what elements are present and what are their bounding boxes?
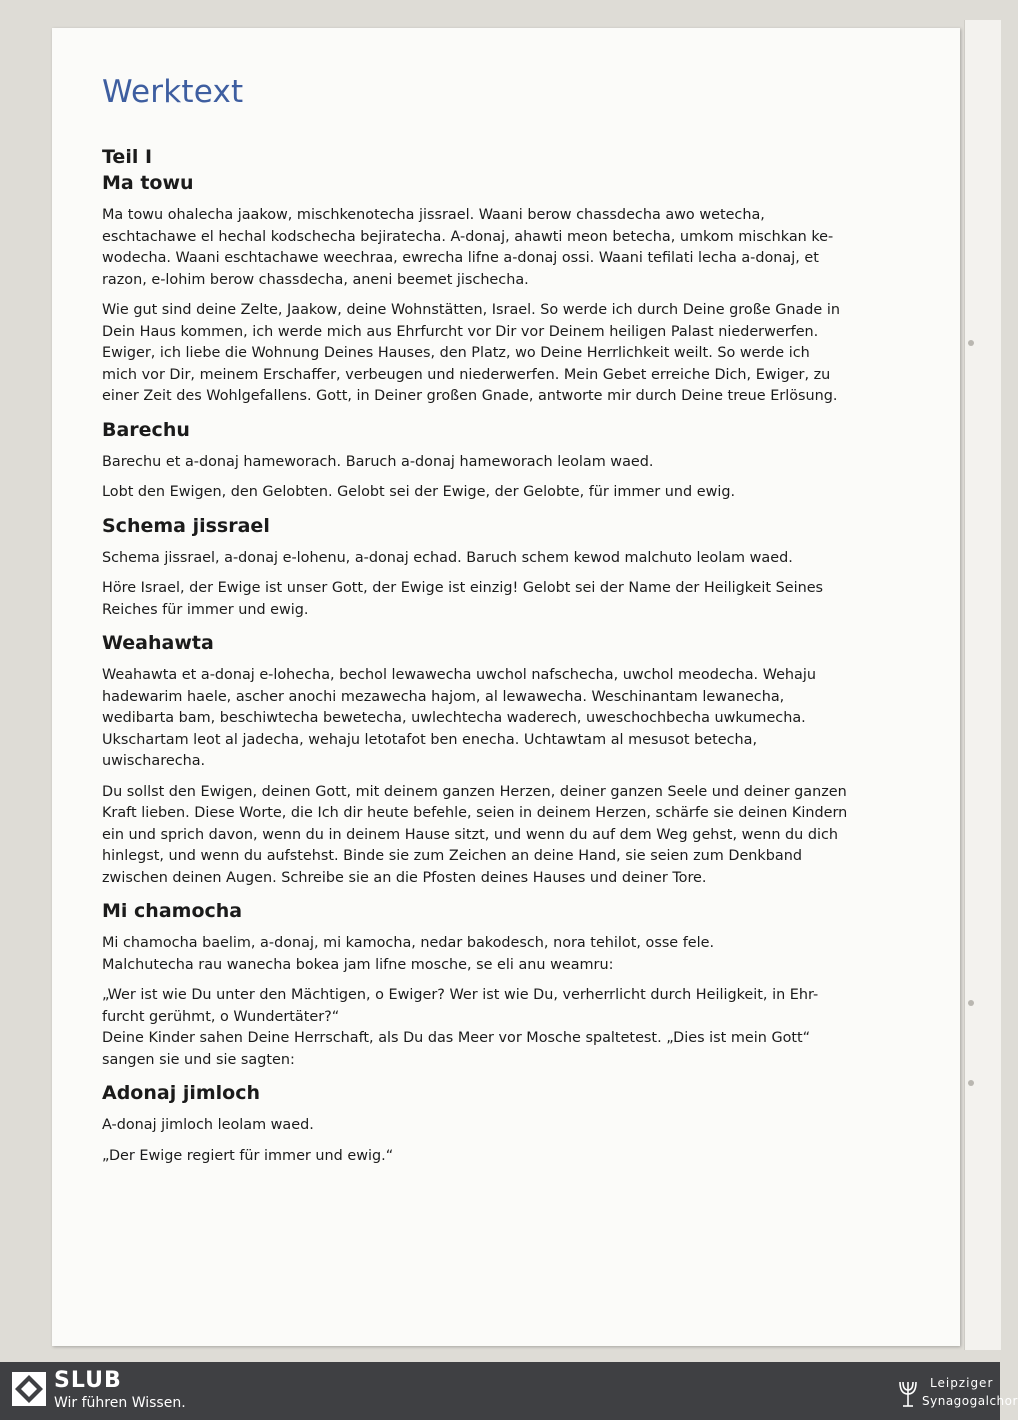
text-line: Dein Haus kommen, ich werde mich aus Ehrfurcht vor Dir vor Deinem heiligen Palast niederwerfen. — [102, 323, 819, 340]
text-line: Ma towu ohalecha jaakow, mischkenotecha jissrael. Waani berow chassdecha awo wetecha, — [102, 207, 765, 223]
punch-mark — [968, 1080, 974, 1086]
sections — [102, 170, 902, 1167]
page-title: Werktext — [102, 74, 244, 110]
section — [102, 513, 902, 622]
slub-brand: SLUB — [54, 1368, 122, 1393]
section — [102, 170, 902, 408]
text-line: Malchutecha rau wanecha bokea jam lifne mosche, se eli anu weamru: — [102, 956, 614, 973]
section — [102, 898, 902, 1071]
text-line: Deine Kinder sahen Deine Herrschaft, als Du das Meer vor Mosche spaltetest. „Dies ist mein Gott“ — [102, 1030, 811, 1046]
text-line: „Der Ewige regiert für immer und ewig.“ — [102, 1147, 394, 1164]
text-line: Schema jissrael, a-donaj e-lohenu, a-donaj echad. Baruch schem kewod malchuto leolam waed. — [102, 549, 793, 566]
text-line: furcht gerühmt, o Wundertäter?“ — [102, 1008, 340, 1025]
paragraph — [102, 482, 902, 504]
text-line: A-donaj jimloch leolam waed. — [102, 1117, 314, 1133]
paragraph — [102, 665, 902, 773]
text-line: Mi chamocha baelim, a-donaj, mi kamocha, nedar bakodesch, nora tehilot, osse fele. — [102, 935, 715, 951]
text-line: Kraft lieben. Diese Worte, die Ich dir heute befehle, seien in deinem Herzen, schärfe sie deinen Kindern — [102, 805, 848, 821]
slub-logo-icon — [12, 1372, 46, 1406]
footer-bar — [0, 1362, 1018, 1420]
text-line: sangen sie und sie sagten: — [102, 1051, 295, 1068]
text-line: eschtachawe el hechal kodschecha bejiratecha. A-donaj, ahawti meon betecha, umkom mischkan ke- — [102, 228, 834, 245]
page-content — [102, 72, 902, 1176]
text-line: Reiches für immer und ewig. — [102, 601, 309, 618]
section — [102, 417, 902, 504]
menorah-icon — [896, 1376, 920, 1410]
text-line: ein und sprich davon, wenn du in deinem Hause sitzt, und wenn du auf dem Weg gehst, wenn du dich — [102, 826, 839, 843]
text-line: wedibarta bam, beschiwtecha bewetecha, uwlechtecha waderech, uweschochbecha uwkumecha. — [102, 710, 806, 726]
text-line: Lobt den Ewigen, den Gelobten. Gelobt sei der Ewige, der Gelobte, für immer und ewig. — [102, 484, 736, 500]
text-line: razon, e-lohim berow chassdecha, aneni beemet jischecha. — [102, 271, 529, 288]
text-line: Ukschartam leot al jadecha, wehaju letotafot ben enecha. Uchtawtam al mesusot betecha, — [102, 731, 758, 748]
text-line: einer Zeit des Wohlgefallens. Gott, in Deiner großen Gnade, antworte mir durch Deine treue Erlösung. — [102, 388, 838, 404]
text-line: zwischen deinen Augen. Schreibe sie an die Pfosten deines Hauses und deiner Tore. — [102, 869, 707, 886]
text-line: hinlegst, und wenn du aufstehst. Binde sie zum Zeichen an deine Hand, sie seien zum Denkband — [102, 848, 802, 864]
text-line: Barechu et a-donaj hameworach. Baruch a-donaj hameworach leolam waed. — [102, 453, 654, 470]
text-line: Ewiger, ich liebe die Wohnung Deines Hauses, den Platz, wo Deine Herrlichkeit weilt. So werde ich — [102, 345, 810, 361]
paragraph — [102, 933, 902, 976]
text-line: hadewarim haele, ascher anochi mezawecha hajom, al lewawecha. Weschinantam lewanecha, — [102, 688, 785, 705]
part-heading: Teil I — [102, 146, 153, 168]
partner-name-line2: Synagogalchor — [922, 1394, 1018, 1408]
paragraph — [102, 300, 902, 408]
partner-name-line1: Leipziger — [930, 1376, 994, 1390]
text-line: Wie gut sind deine Zelte, Jaakow, deine Wohnstätten, Israel. So werde ich durch Deine große Gnade in — [102, 302, 840, 318]
paragraph — [102, 578, 902, 621]
section-heading: Schema jissrael — [102, 514, 270, 537]
paragraph — [102, 985, 902, 1071]
text-line: uwischarecha. — [102, 753, 206, 769]
paragraph — [102, 782, 902, 890]
section-heading: Mi chamocha — [102, 900, 243, 922]
text-line: Du sollst den Ewigen, deinen Gott, mit deinem ganzen Herzen, deiner ganzen Seele und deiner ganzen — [102, 783, 847, 800]
paragraph — [102, 1146, 902, 1168]
facing-page-edge — [964, 20, 1001, 1350]
section — [102, 1080, 902, 1167]
text-line: wodecha. Waani eschtachawe weechraa, ewrecha lifne a-donaj ossi. Waani tefilati lecha a-donaj, et — [102, 250, 819, 266]
paragraph — [102, 452, 902, 474]
punch-mark — [968, 1000, 974, 1006]
paragraph — [102, 1115, 902, 1137]
text-line: Höre Israel, der Ewige ist unser Gott, der Ewige ist einzig! Gelobt sei der Name der Heiligkeit Seines — [102, 580, 824, 596]
section — [102, 630, 902, 889]
document-page — [52, 28, 960, 1346]
section-heading: Adonaj jimloch — [102, 1082, 261, 1104]
section-heading: Weahawta — [102, 632, 214, 654]
paragraph — [102, 548, 902, 570]
text-line: Weahawta et a-donaj e-lohecha, bechol lewawecha uwchol nafschecha, uwchol meodecha. Wehaju — [102, 667, 816, 683]
text-line: mich vor Dir, meinem Erschaffer, verbeugen und niederwerfen. Mein Gebet erreiche Dich, Ewiger, zu — [102, 366, 831, 383]
section-heading: Barechu — [102, 418, 190, 441]
slub-tagline: Wir führen Wissen. — [54, 1395, 186, 1411]
paragraph — [102, 205, 902, 291]
section-heading: Ma towu — [102, 172, 194, 194]
punch-mark — [968, 340, 974, 346]
text-line: „Wer ist wie Du unter den Mächtigen, o Ewiger? Wer ist wie Du, verherrlicht durch Heiligkeit, in Ehr- — [102, 987, 819, 1003]
